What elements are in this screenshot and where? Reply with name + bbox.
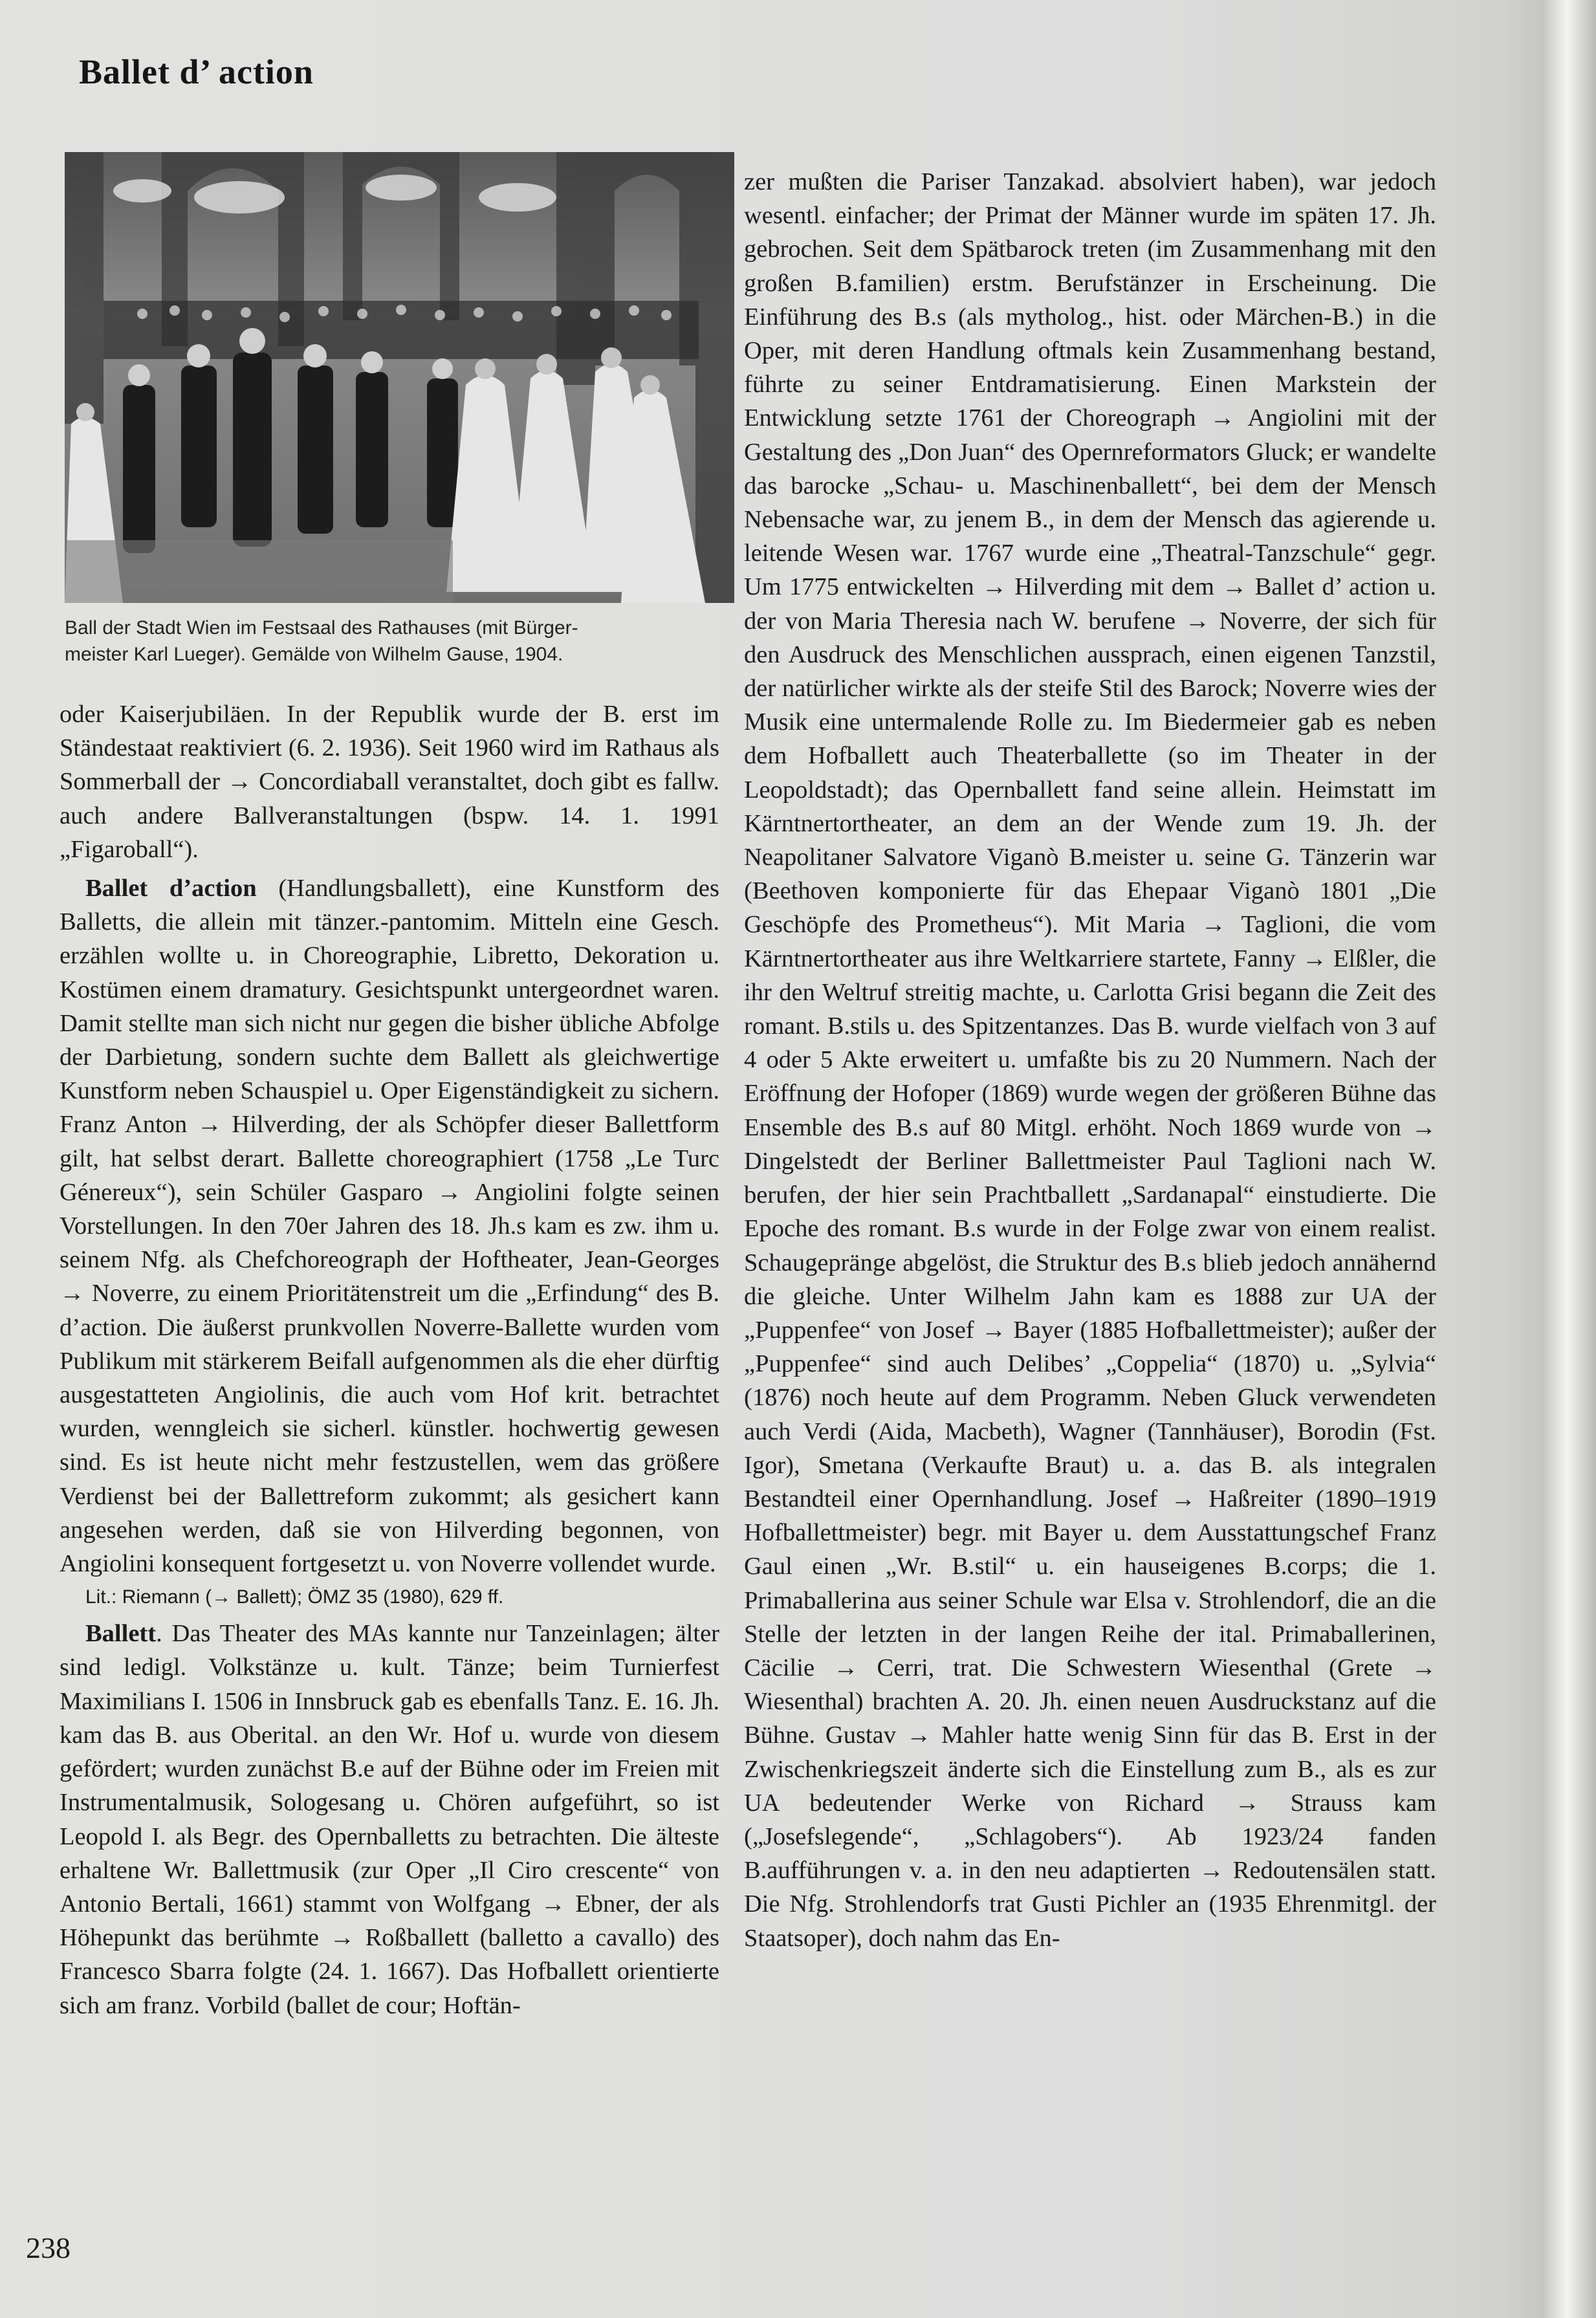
caption-line: meister Karl Lueger). Gemälde von Wilhelm Gause, 1904. — [65, 644, 563, 665]
entry-lemma: Ballet d’action — [85, 875, 257, 902]
continuation-paragraph: oder Kaiserjubiläen. In der Republik wurde der B. erst im Ständestaat reaktiviert (6. 2. 1936). Seit 1960 wird im Rathaus als Sommerball der → Concordiaball veranstaltet, doch gibt es fallw. auch andere Ballveranstaltungen (bspw. 14. 1. 1991 „Figaroball“). — [60, 701, 719, 863]
running-head: Ballet d’ action — [79, 52, 314, 91]
book-spine — [1544, 0, 1596, 2318]
page-number: 238 — [26, 2231, 71, 2264]
entry-ballett — [60, 1617, 719, 2022]
ballroom-painting — [65, 152, 734, 603]
ballett-continuation: zer mußten die Pariser Tanzakad. absolviert haben), war jedoch wesentl. einfacher; der Primat der Männer wurde im späten 17. Jh. gebrochen. Seit dem Spätbarock treten (im Zusammenhang mit den großen B.familien) erstm. Berufstänzer in Erscheinung. Die Einführung des B.s (als mytholog., hist. oder Märchen-B.) in die Oper, mit deren Handlung oftmals kein Zusammenhang bestand, führte zu seiner Entdramatisierung. Einen Markstein der Entwicklung setzte 1761 der Choreograph → Angiolini mit der Gestaltung des „Don Juan“ des Opernreformators Gluck; er wandelte das barocke „Schau- u. Maschinenballett“, bei dem der Mensch Nebensache war, zu jenem B., in dem der Mensch das agierende u. leitende Wesen war. 1767 wurde eine „Theatral-Tanzschule“ gegr. Um 1775 entwickelten → Hilverding mit dem → Ballet d’ action u. der von Maria Theresia nach W. berufene → Noverre, der sich für den Ausdruck des Menschlichen aussprach, einen eigenen Tanzstil, der natürlicher wirkte als der steife Stil des Barock; Noverre wies der Musik eine untermalende Rolle zu. Im Biedermeier gab es neben dem Hofballett auch Theaterballette (so im Theater in der Leopoldstadt); das Opernballett fand seine allein. Heimstatt im Kärntnertortheater, an dem an der Wende zum 19. Jh. der Neapolitaner Salvatore Viganò B.meister u. seine G. Tänzerin war (Beethoven komponierte für das Ehepaar Viganò 1801 „Die Geschöpfe des Prometheus“). Mit Maria → Taglioni, die vom Kärntnertortheater aus ihre Weltkarriere startete, Fanny → Elßler, die ihr den Weltruf streitig machte, u. Carlotta Grisi begann die Zeit des romant. B.stils u. des Spitzentanzes. Das B. wurde vielfach von 3 auf 4 oder 5 Akte erweitert u. umfaßte bis zu 20 Nummern. Nach der Eröffnung der Hofoper (1869) wurde wegen der größeren Bühne das Ensemble des B.s auf 80 Mitgl. erhöht. Noch 1869 wurde von → Dingelstedt der Berliner Ballettmeister Paul Taglioni nach W. berufen, der hier sein Prachtballett „Sardanapal“ einstudierte. Die Epoche des romant. B.s wurde in der Folge zwar von einem realist. Schaugepränge abgelöst, die Struktur des B.s blieb jedoch annähernd die gleiche. Unter Wilhelm Jahn kam es 1888 zur UA der „Puppenfee“ von Josef → Bayer (1885 Hofballettmeister); außer der „Puppenfee“ sind auch Delibes’ „Coppelia“ (1870) u. „Sylvia“ (1876) noch heute auf dem Programm. Neben Gluck verwendeten auch Verdi (Aida, Macbeth), Wagner (Tannhäuser), Borodin (Fst. Igor), Smetana (Verkaufte Braut) u. a. das B. als integralen Bestandteil einer Opernhandlung. Josef → Haßreiter (1890–1919 Hofballettmeister) begr. mit Bayer u. dem Ausstattungschef Franz Gaul einen „Wr. B.stil“ u. ein hauseigenes B.corps; die 1. Primaballerina aus seiner Schule war Elsa v. Strohlendorf, die an die Stelle der letzten in der langen Reihe der ital. Primaballerinen, Cäcilie → Cerri, trat. Die Schwestern Wiesenthal (Grete → Wiesenthal) brachten A. 20. Jh. einen neuen Ausdruckstanz auf die Bühne. Gustav → Mahler hatte wenig Sinn für das B. Erst in der Zwischenkriegszeit änderte sich die Einstellung zum B., als es zur UA bedeutender Werke von Richard → Strauss kam („Josefslegende“, „Schlagobers“). Ab 1923/24 fanden B.aufführungen v. a. in den neu adaptierten → Redoutensälen statt. Die Nfg. Strohlendorfs trat Gusti Pichler an (1935 Ehrenmitgl. der Staatsoper), doch nahm das En- — [744, 168, 1436, 1952]
entry-text: (Handlungsballett), eine Kunstform des Balletts, die allein mit tänzer.-pantomim. Mitteln eine Gesch. erzählen wollte u. in Choreographie, Libretto, Dekoration u. Kostümen einem dramatury. Gesichtspunkt untergeordnet waren. Damit stellte man sich nicht nur gegen die bisher übliche Abfolge der Darbietung, sondern suchte dem Ballett als gleichwertige Kunstform neben Schauspiel u. Oper Eigenständigkeit zu sichern. Franz Anton → Hilverding, der als Schöpfer dieser Ballettform gilt, hat selbst derart. Ballette choreographiert (1758 „Le Turc Génereux“), sein Schüler Gasparo → Angiolini folgte seinen Vorstellungen. In den 70er Jahren des 18. Jh.s kam es zw. ihm u. seinem Nfg. als Chefchoreograph der Hoftheater, Jean-Georges → Noverre, zu einem Prioritätenstreit um die „Erfindung“ des B. d’action. Die äußerst prunkvollen Noverre-Ballette wurden vom Publikum mit stärkerem Beifall aufgenommen als die eher dürftig ausgestatteten Angiolinis, die auch vom Hof krit. betrachtet wurden, wenngleich sie sicherl. künstler. hochwertig gewesen sind. Es ist heute nicht mehr festzustellen, wem das größere Verdienst bei der Ballettreform zukommt; als gesichert kann angesehen werden, daß sie von Hilverding begonnen, von Angiolini konsequent fortgesetzt u. von Noverre vollendet wurde. — [60, 875, 719, 1578]
entry-lemma: Ballett — [85, 1620, 157, 1648]
literature-reference: Lit.: Riemann (→ Ballett); ÖMZ 35 (1980), 629 ff. — [85, 1586, 504, 1608]
painting-ballroom-image — [65, 152, 734, 603]
entry-text: . Das Theater des MAs kannte nur Tanzeinlagen; älter sind ledigl. Volkstänze u. kult. Tänze; beim Turnierfest Maximilians I. 1506 in Innsbruck gab es ebenfalls Tanz. E. 16. Jh. kam das B. aus Oberital. an den Wr. Hof u. wurde von diesem gefördert; wurden zunächst B.e auf der Bühne oder im Freien mit Instrumentalmusik, Sologesang u. Chören aufgeführt, so ist Leopold I. als Begr. des Opernballetts zu betrachten. Die älteste erhaltene Wr. Ballettmusik (zur Oper „Il Ciro crescente“ von Antonio Bertali, 1661) stammt von Wolfgang → Ebner, der als Höhepunkt das berühmte → Roßballett (balletto a cavallo) des Francesco Sbarra folgte (24. 1. 1667). Das Hofballett orientierte sich am franz. Vorbild (ballet de cour; Hoftän- — [60, 1620, 719, 2019]
left-column — [60, 697, 719, 2022]
entry-ballet-d-action — [60, 871, 719, 1580]
caption-line: Ball der Stadt Wien im Festsaal des Rathauses (mit Bürger- — [65, 617, 578, 639]
right-column — [744, 165, 1436, 1955]
figure-caption — [65, 615, 738, 668]
